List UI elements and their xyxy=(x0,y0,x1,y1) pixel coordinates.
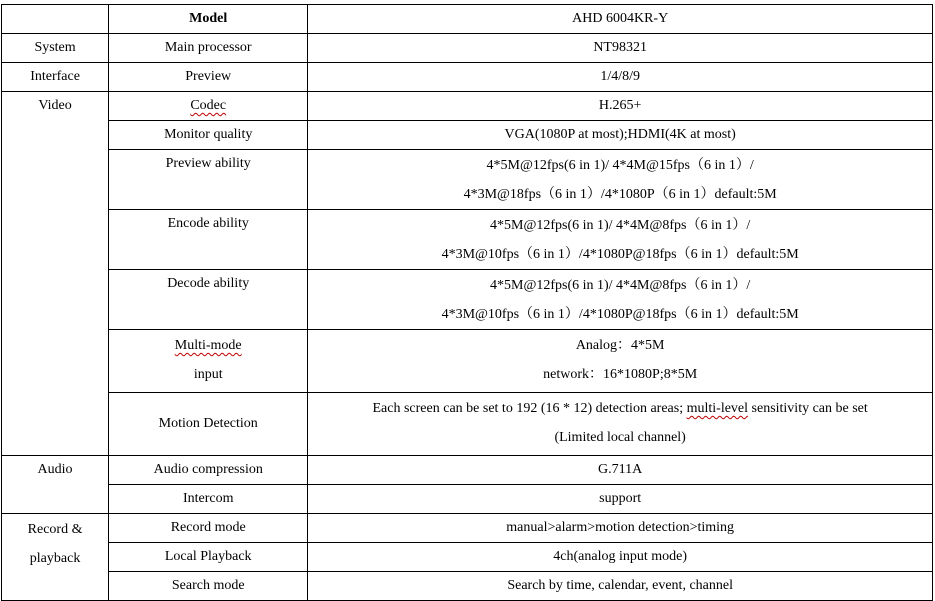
motion-detection-line2: (Limited local channel) xyxy=(554,430,686,445)
table-row xyxy=(2,270,933,330)
value-audio-compression: G.711A xyxy=(308,456,933,485)
motion-detection-line1: Each screen can be set to 192 (16 * 12) detection areas; multi-level sensitivity can be set xyxy=(372,401,868,416)
item-main-processor: Main processor xyxy=(109,34,308,63)
category-interface: Interface xyxy=(2,63,109,92)
table-row xyxy=(2,485,933,514)
spec-table xyxy=(1,4,933,601)
table-row xyxy=(2,63,933,92)
table-row xyxy=(2,121,933,150)
item-audio-compression: Audio compression xyxy=(109,456,308,485)
item-preview: Preview xyxy=(109,63,308,92)
value-motion-detection xyxy=(308,393,933,456)
multi-mode-network: network：16*1080P;8*5M xyxy=(543,367,698,382)
value-record-mode: manual>alarm>motion detection>timing xyxy=(308,514,933,543)
item-decode-ability: Decode ability xyxy=(109,270,308,330)
table-row xyxy=(2,543,933,572)
header-model-label: Model xyxy=(109,5,308,34)
encode-ability-line1: 4*5M@12fps(6 in 1)/ 4*4M@8fps（6 in 1）/ xyxy=(490,218,751,233)
item-search-mode: Search mode xyxy=(109,572,308,601)
table-row xyxy=(2,150,933,210)
table-row xyxy=(2,393,933,456)
table-row xyxy=(2,5,933,34)
header-model-value: AHD 6004KR-Y xyxy=(308,5,933,34)
item-local-playback: Local Playback xyxy=(109,543,308,572)
preview-ability-line2: 4*3M@18fps（6 in 1）/4*1080P（6 in 1）default:5M xyxy=(463,187,777,202)
category-record-playback xyxy=(2,514,109,601)
value-preview-ability xyxy=(308,150,933,210)
multi-mode-analog: Analog：4*5M xyxy=(575,338,665,353)
item-intercom: Intercom xyxy=(109,485,308,514)
value-monitor-quality: VGA(1080P at most);HDMI(4K at most) xyxy=(308,121,933,150)
value-search-mode: Search by time, calendar, event, channel xyxy=(308,572,933,601)
value-intercom: support xyxy=(308,485,933,514)
encode-ability-line2: 4*3M@10fps（6 in 1）/4*1080P@18fps（6 in 1）default:5M xyxy=(441,247,799,262)
value-decode-ability xyxy=(308,270,933,330)
category-video: Video xyxy=(2,92,109,456)
item-codec xyxy=(109,92,308,121)
table-row xyxy=(2,330,933,393)
multi-mode-input-label: input xyxy=(193,367,223,382)
value-local-playback: 4ch(analog input mode) xyxy=(308,543,933,572)
multi-mode-label: Multi-mode xyxy=(174,338,242,353)
record-category-line2: playback xyxy=(29,551,81,566)
table-row xyxy=(2,514,933,543)
value-encode-ability xyxy=(308,210,933,270)
item-motion-detection: Motion Detection xyxy=(109,393,308,456)
codec-label: Codec xyxy=(190,98,227,113)
table-row xyxy=(2,572,933,601)
header-empty-cell xyxy=(2,5,109,34)
item-monitor-quality: Monitor quality xyxy=(109,121,308,150)
record-category-line1: Record & xyxy=(27,522,83,537)
value-main-processor: NT98321 xyxy=(308,34,933,63)
item-multi-mode-input xyxy=(109,330,308,393)
category-audio: Audio xyxy=(2,456,109,514)
table-row xyxy=(2,210,933,270)
category-system: System xyxy=(2,34,109,63)
item-encode-ability: Encode ability xyxy=(109,210,308,270)
value-codec: H.265+ xyxy=(308,92,933,121)
value-preview: 1/4/8/9 xyxy=(308,63,933,92)
preview-ability-line1: 4*5M@12fps(6 in 1)/ 4*4M@15fps（6 in 1）/ xyxy=(486,158,754,173)
item-preview-ability: Preview ability xyxy=(109,150,308,210)
table-row xyxy=(2,34,933,63)
item-record-mode: Record mode xyxy=(109,514,308,543)
decode-ability-line1: 4*5M@12fps(6 in 1)/ 4*4M@8fps（6 in 1）/ xyxy=(490,278,751,293)
value-multi-mode-input xyxy=(308,330,933,393)
decode-ability-line2: 4*3M@10fps（6 in 1）/4*1080P@18fps（6 in 1）default:5M xyxy=(441,307,799,322)
table-row xyxy=(2,456,933,485)
table-row xyxy=(2,92,933,121)
